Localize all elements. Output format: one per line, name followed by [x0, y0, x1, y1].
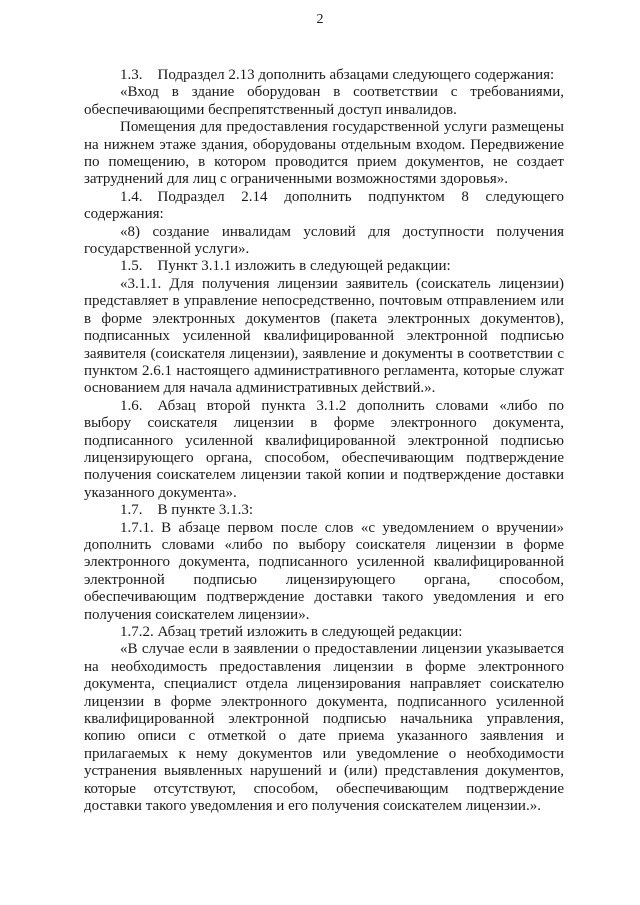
- paragraph-3-1-1: «3.1.1. Для получения лицензии заявитель (соискатель лицензии) представляет в управление непосредственно, почтовым отправлением или в форме электронных документов (пакета электронных документов), подписанных усиленной квалифицированной электронной подписью заявителя (соискателя лицензии), заявление и документы в соответствии с пунктом 2.6.1 настоящего административного регламента, которые служат основанием для начала административных действий.».: [84, 275, 564, 397]
- paragraph-1-6: 1.6. Абзац второй пункта 3.1.2 дополнить словами «либо по выбору соискателя лицензии в форме электронного документа, подписанного усиленной квалифицированной электронной подписью лицензирующего органа, способом, обеспечивающим подтверждение получения соискателем лицензии такой копии и подтверждение доставки указанного документа».: [84, 397, 564, 501]
- page-number: 2: [316, 12, 324, 27]
- paragraph-subitem-8: «8) создание инвалидам условий для доступности получения государственной услуги».: [84, 223, 564, 258]
- paragraph-1-7-2: 1.7.2. Абзац третий изложить в следующей редакции:: [120, 624, 463, 640]
- paragraph-premises: Помещения для предоставления государственной услуги размещены на нижнем этаже здания, оборудованы отдельным входом. Передвижение по помещению, в котором проводится прием документов, не создает затруднений для лиц с ограниченными возможностями здоровья».: [84, 119, 564, 188]
- paragraph-1-7-1: 1.7.1. В абзаце первом после слов «с уведомлением о вручении» дополнить словами «либо по выбору соискателя лицензии в форме электронного документа, подписанного усиленной квалифицированной электронной подписью лицензирующего органа, способом, обеспечивающим подтверждение доставки такого уведомления и его получения соискателем лицензии».: [84, 519, 564, 623]
- document-body: [84, 67, 564, 815]
- paragraph-1-3: 1.3. Подраздел 2.13 дополнить абзацами следующего содержания:: [120, 67, 555, 83]
- paragraph-1-4: 1.4. Подраздел 2.14 дополнить подпунктом 8 следующего содержания:: [84, 188, 564, 223]
- paragraph-1-5: 1.5. Пункт 3.1.1 изложить в следующей редакции:: [120, 258, 451, 275]
- paragraph-entrance: «Вход в здание оборудован в соответствии с требованиями, обеспечивающими беспрепятственный доступ инвалидов.: [84, 84, 564, 118]
- paragraph-new-wording: «В случае если в заявлении о предоставлении лицензии указывается на необходимость предоставления лицензии в форме электронного документа, специалист отдела лицензирования направляет соискателю лицензии в форме электронного документа, подписанного усиленной квалифицированной электронной подписью начальника управления, копию описи с отметкой о дате приема указанного заявления и прилагаемых к нему документов или уведомление о необходимости устранения выявленных нарушений и (или) представления документов, которые отсутствуют, способом, обеспечивающим подтверждение доставки такого уведомления и его получения соискателем лицензии.».: [84, 641, 564, 815]
- paragraph-1-7: 1.7. В пункте 3.1.3:: [120, 502, 254, 519]
